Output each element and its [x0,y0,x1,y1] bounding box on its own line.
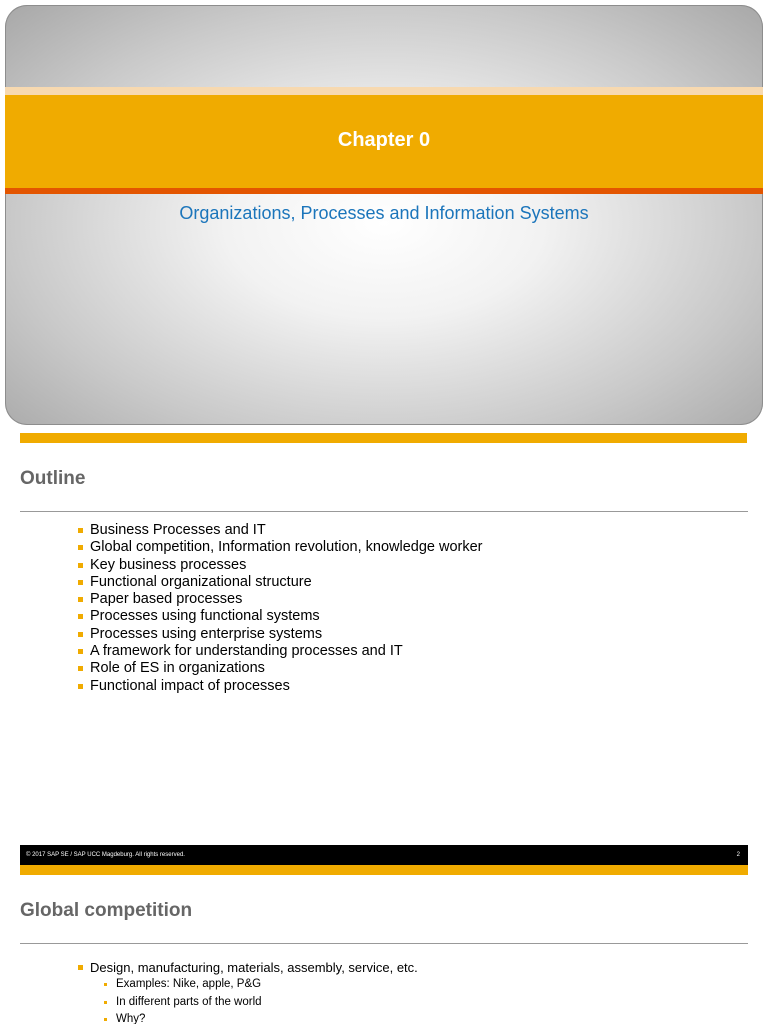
chapter-title: Chapter 0 [337,129,431,151]
copyright-text: © 2017 SAP SE / SAP UCC Magdeburg. All rights reserved. [26,852,185,858]
slide-title: Outline [20,468,86,489]
sub-list-item: Examples: Nike, apple, P&G [104,976,418,994]
bullet-square-icon [78,580,83,585]
bullet-square-icon [104,1018,107,1021]
bullet-square-icon [78,545,83,550]
sub-list-item: Why? [104,1011,418,1024]
title-divider [20,511,748,512]
bullet-square-icon [78,614,83,619]
list-item: Functional organizational structure [78,574,483,591]
bullet-square-icon [78,528,83,533]
title-divider [20,943,748,944]
list-item: Functional impact of processes [78,678,483,695]
slide-footer [20,845,748,865]
sub-list [90,976,418,1024]
sub-list-item: In different parts of the world [104,994,418,1012]
title-band-underline [5,188,763,194]
title-band [5,95,763,190]
list-item: Role of ES in organizations [78,660,483,677]
chapter-subtitle: Organizations, Processes and Information Systems [179,203,589,223]
list-item: A framework for understanding processes and IT [78,643,483,660]
outline-list [78,522,483,695]
page-number: 2 [736,852,740,858]
bullet-square-icon [104,983,107,986]
bullet-square-icon [78,649,83,654]
slide-top-bar [20,433,747,443]
list-item: Global competition, Information revolution, knowledge worker [78,539,483,556]
list-item: Key business processes [78,557,483,574]
bullet-square-icon [78,632,83,637]
list-item: Business Processes and IT [78,522,483,539]
title-slide [5,5,763,425]
global-competition-slide [0,875,768,1024]
footer-gold-bar [20,865,748,875]
bullet-square-icon [78,666,83,671]
title-band-highlight [5,87,763,95]
bullet-square-icon [78,965,83,970]
bullet-square-icon [78,684,83,689]
bullet-square-icon [78,563,83,568]
list-item: Processes using functional systems [78,608,483,625]
bullet-square-icon [104,1001,107,1004]
outline-slide [0,433,768,875]
slide-title: Global competition [20,900,193,921]
bullet-square-icon [78,597,83,602]
list-item: Processes using enterprise systems [78,626,483,643]
content-list [78,959,418,1024]
list-item: Paper based processes [78,591,483,608]
list-item: Design, manufacturing, materials, assembly, service, etc. Examples: Nike, apple, P&G In different parts of the world Why? [78,959,418,1024]
